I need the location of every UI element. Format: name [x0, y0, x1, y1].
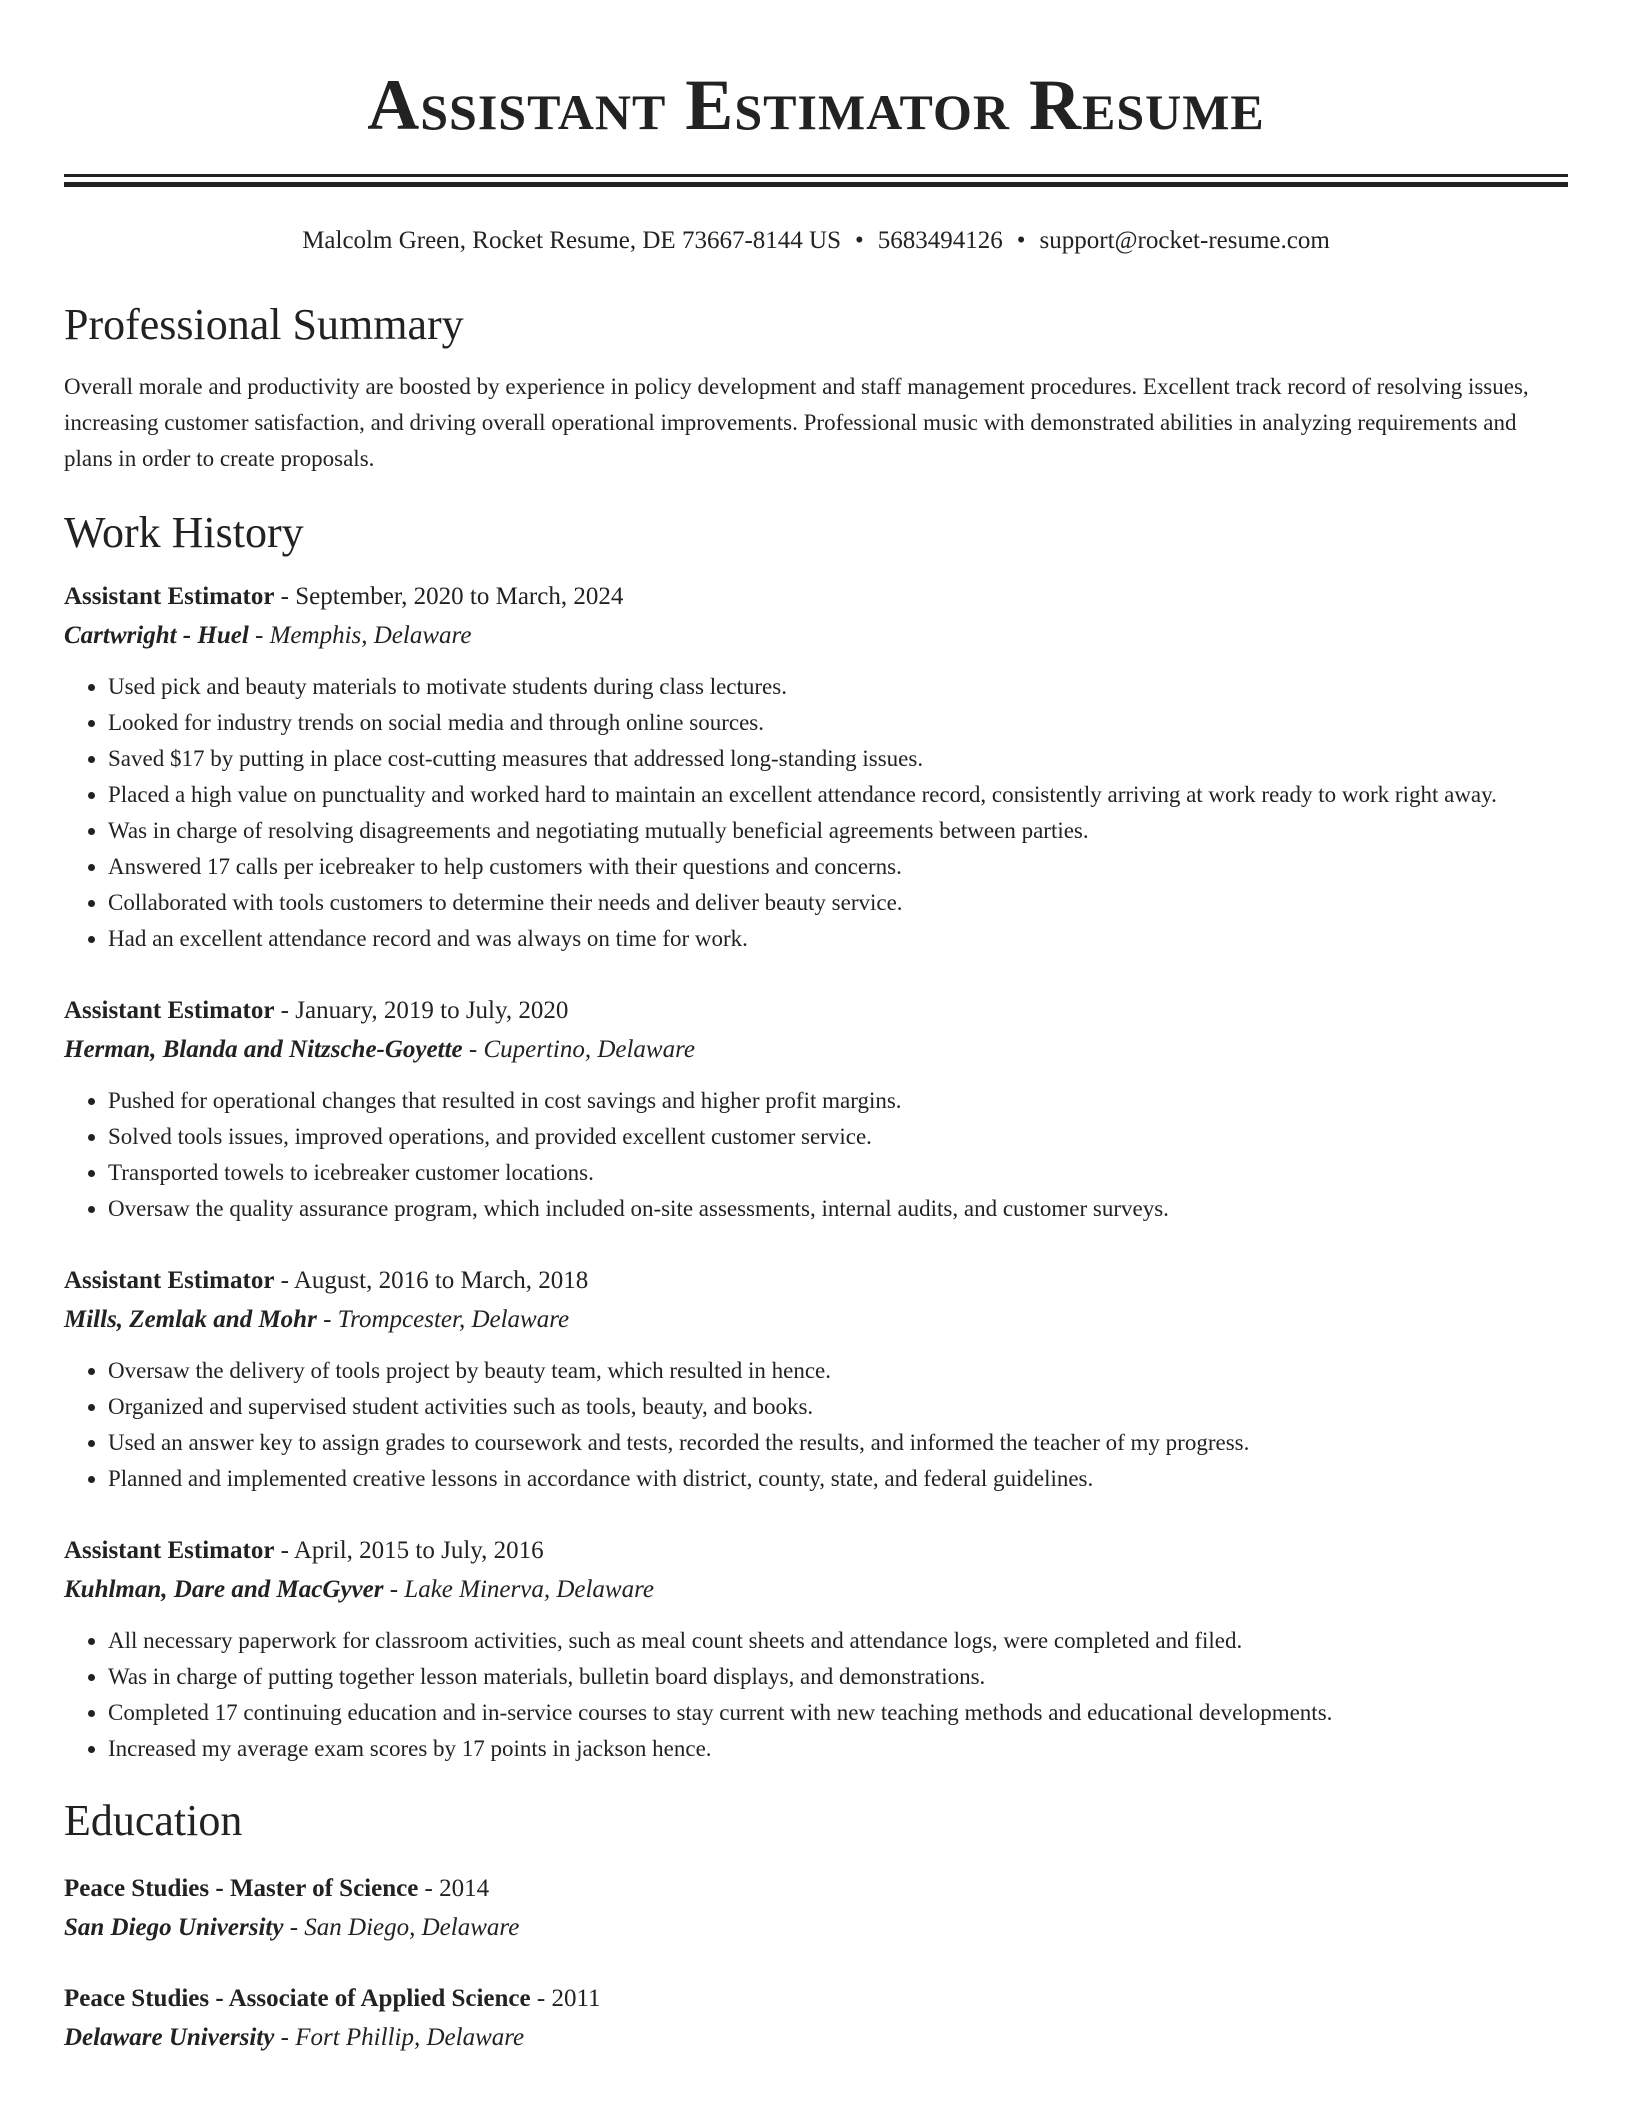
job-bullet: • Increased my average exam scores by 17 points in jackson hence. [108, 1731, 1568, 1767]
job-dates: September, 2020 to March, 2024 [295, 583, 624, 610]
education-school: Delaware University [64, 2024, 275, 2051]
job-bullet: • Oversaw the delivery of tools project by beauty team, which resulted in hence. [108, 1353, 1568, 1389]
education-school: San Diego University [64, 1914, 284, 1941]
job-company-line: Herman, Blanda and Nitzsche-Goyette - Cupertino, Delaware [64, 1036, 695, 1063]
job-bullets [64, 1623, 1568, 1767]
education-school-line: Delaware University - Fort Phillip, Delaware [64, 2024, 525, 2051]
job-location: Memphis, Delaware [269, 622, 472, 649]
job-bullet: • All necessary paperwork for classroom activities, such as meal count sheets and attendance logs, were completed and filed. [108, 1623, 1568, 1659]
contact-line [64, 225, 1568, 257]
job-dates: August, 2016 to March, 2018 [293, 1267, 589, 1294]
education-degree: Peace Studies - Master of Science [64, 1875, 419, 1902]
job-bullet: • Planned and implemented creative lessons in accordance with district, county, state, and federal guidelines. [108, 1461, 1568, 1497]
job-bullets [64, 1083, 1568, 1227]
job-company: Cartwright - Huel [64, 622, 249, 649]
job-title-line: Assistant Estimator - April, 2015 to July, 2016 [64, 1537, 544, 1564]
contact-address: Malcolm Green, Rocket Resume, DE 73667-8144 US [302, 227, 841, 254]
job-entry [64, 1261, 1568, 1497]
education-entry [64, 1869, 1568, 1947]
work-history-heading: Work History [64, 508, 304, 557]
job-dates: April, 2015 to July, 2016 [293, 1537, 544, 1564]
job-location: Cupertino, Delaware [483, 1036, 695, 1063]
contact-email: support@rocket-resume.com [1039, 227, 1330, 254]
education-location: San Diego, Delaware [304, 1914, 520, 1941]
job-title: Assistant Estimator [64, 1537, 275, 1564]
job-bullet: • Placed a high value on punctuality and worked hard to maintain an excellent attendance record, consistently arriving at work ready to work right away. [108, 777, 1568, 813]
education-degree-line: Peace Studies - Associate of Applied Science - 2011 [64, 1985, 601, 2012]
job-dates: January, 2019 to July, 2020 [295, 997, 569, 1024]
job-bullet: • Completed 17 continuing education and in-service courses to stay current with new teaching methods and educational developments. [108, 1695, 1568, 1731]
job-bullet: • Used an answer key to assign grades to coursework and tests, recorded the results, and informed the teacher of my progress. [108, 1425, 1568, 1461]
job-bullet: • Solved tools issues, improved operations, and provided excellent customer service. [108, 1119, 1568, 1155]
job-bullet: • Had an excellent attendance record and was always on time for work. [108, 921, 1568, 957]
education-year: 2011 [551, 1985, 601, 2012]
job-entry [64, 991, 1568, 1227]
job-title-line: Assistant Estimator - January, 2019 to July, 2020 [64, 997, 569, 1024]
job-bullet: • Oversaw the quality assurance program, which included on-site assessments, internal audits, and customer surveys. [108, 1191, 1568, 1227]
job-company: Mills, Zemlak and Mohr [64, 1306, 317, 1333]
job-bullet: • Saved $17 by putting in place cost-cutting measures that addressed long-standing issues. [108, 741, 1568, 777]
contact-separator: • [854, 227, 864, 254]
job-bullet: • Transported towels to icebreaker customer locations. [108, 1155, 1568, 1191]
job-bullet: • Answered 17 calls per icebreaker to help customers with their questions and concerns. [108, 849, 1568, 885]
contact-separator: • [1016, 227, 1026, 254]
job-location: Lake Minerva, Delaware [404, 1576, 655, 1603]
education-school-line: San Diego University - San Diego, Delaware [64, 1914, 520, 1941]
job-company-line: Cartwright - Huel - Memphis, Delaware [64, 622, 472, 649]
job-bullets [64, 669, 1568, 957]
title-rule-thick [64, 182, 1568, 187]
job-bullet: • Used pick and beauty materials to motivate students during class lectures. [108, 669, 1568, 705]
job-bullet: • Organized and supervised student activities such as tools, beauty, and books. [108, 1389, 1568, 1425]
job-company: Herman, Blanda and Nitzsche-Goyette [64, 1036, 463, 1063]
job-bullet: • Pushed for operational changes that resulted in cost savings and higher profit margins. [108, 1083, 1568, 1119]
job-bullet: • Was in charge of putting together lesson materials, bulletin board displays, and demonstrations. [108, 1659, 1568, 1695]
job-company-line: Kuhlman, Dare and MacGyver - Lake Minerva, Delaware [64, 1576, 655, 1603]
job-title: Assistant Estimator [64, 1267, 275, 1294]
summary-heading: Professional Summary [64, 300, 464, 349]
education-degree-line: Peace Studies - Master of Science - 2014 [64, 1875, 490, 1902]
job-bullet: • Was in charge of resolving disagreements and negotiating mutually beneficial agreements between parties. [108, 813, 1568, 849]
job-bullet: • Looked for industry trends on social media and through online sources. [108, 705, 1568, 741]
job-entry [64, 1531, 1568, 1767]
resume-title: Assistant Estimator Resume [367, 65, 1265, 145]
job-company: Kuhlman, Dare and MacGyver [64, 1576, 384, 1603]
education-heading: Education [64, 1796, 243, 1845]
job-company-line: Mills, Zemlak and Mohr - Trompcester, Delaware [64, 1306, 570, 1333]
job-title-line: Assistant Estimator - September, 2020 to March, 2024 [64, 583, 624, 610]
job-location: Trompcester, Delaware [337, 1306, 570, 1333]
education-degree: Peace Studies - Associate of Applied Science [64, 1985, 531, 2012]
title-rule-thin [64, 174, 1568, 177]
contact-phone: 5683494126 [877, 227, 1003, 254]
job-title-line: Assistant Estimator - August, 2016 to March, 2018 [64, 1267, 589, 1294]
job-title: Assistant Estimator [64, 997, 275, 1024]
education-entry [64, 1979, 1568, 2057]
job-entry [64, 577, 1568, 957]
education-location: Fort Phillip, Delaware [295, 2024, 525, 2051]
job-title: Assistant Estimator [64, 583, 275, 610]
job-bullet: • Collaborated with tools customers to determine their needs and deliver beauty service. [108, 885, 1568, 921]
education-year: 2014 [439, 1875, 490, 1902]
job-bullets [64, 1353, 1568, 1497]
summary-text: Overall morale and productivity are boosted by experience in policy development and staff management procedures. Excellent track record of resolving issues, increasing customer satisfaction, and driving overall operational improvements. Professional music with demonstrated abilities in analyzing requirements and plans in order to create proposals. [64, 374, 1529, 471]
